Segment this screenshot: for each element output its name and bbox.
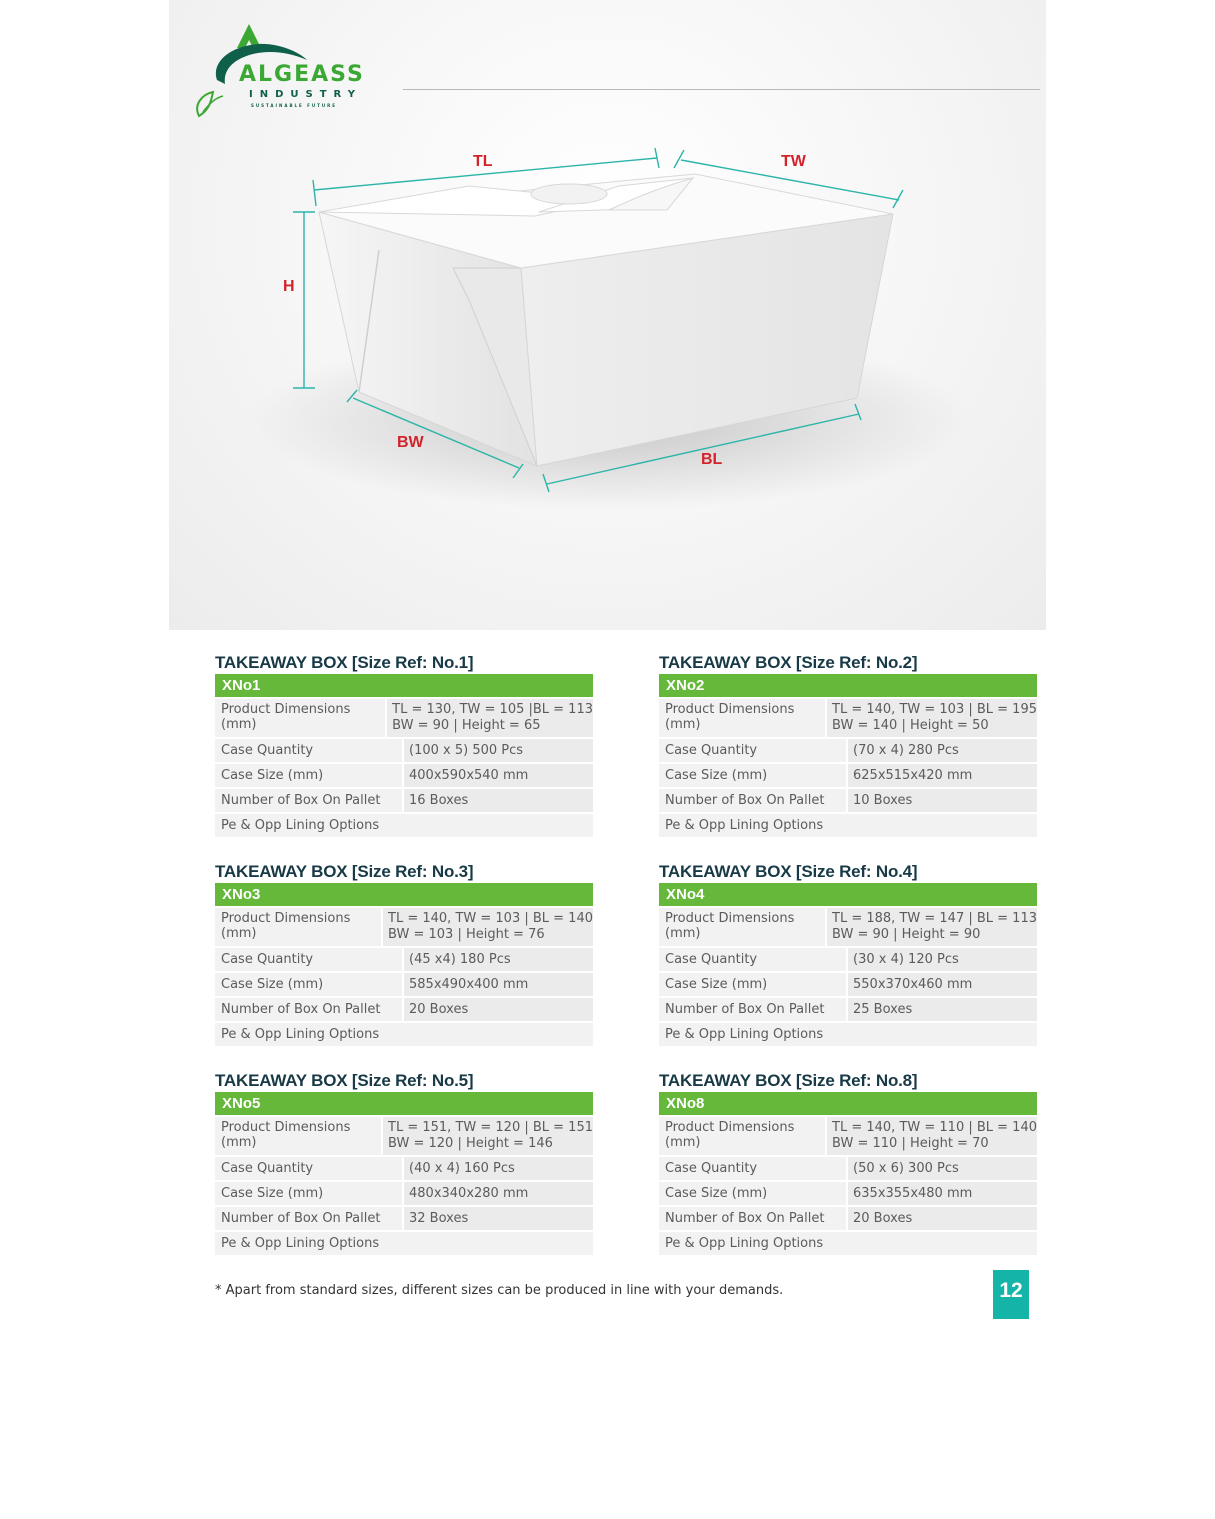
spec-row-quantity xyxy=(215,1157,593,1180)
dimensions-line-2: BW = 120 | Height = 146 xyxy=(388,1136,553,1151)
row-label: Number of Box On Pallet xyxy=(659,998,846,1021)
spec-row-case-size xyxy=(659,973,1037,996)
spec-title: TAKEAWAY BOX [Size Ref: No.2] xyxy=(659,653,918,672)
row-label: Product Dimensions (mm) xyxy=(659,699,825,737)
case-size-value: 585x490x400 mm xyxy=(404,973,593,996)
dimensions-value xyxy=(827,699,1037,737)
row-label: Case Size (mm) xyxy=(659,1182,846,1205)
quantity-value: (50 x 6) 300 Pcs xyxy=(848,1157,1037,1180)
quantity-value: (70 x 4) 280 Pcs xyxy=(848,739,1037,762)
spec-row-case-size xyxy=(215,1182,593,1205)
spec-row-pallet xyxy=(215,1207,593,1230)
row-label: Case Size (mm) xyxy=(215,764,402,787)
logo-subtitle: INDUSTRY xyxy=(249,89,362,100)
dimensions-line-1: TL = 140, TW = 103 | BL = 140 xyxy=(388,911,593,926)
row-label: Number of Box On Pallet xyxy=(659,789,846,812)
row-label: Case Size (mm) xyxy=(215,973,402,996)
label-bw: BW xyxy=(397,434,424,451)
dimensions-value xyxy=(383,1117,593,1155)
spec-code-header: XNo1 xyxy=(215,674,593,697)
dimensions-line-1: TL = 140, TW = 110 | BL = 140 xyxy=(832,1120,1037,1135)
label-bl: BL xyxy=(701,451,723,468)
dimensions-line-1: TL = 140, TW = 103 | BL = 195 xyxy=(832,702,1037,717)
pallet-value: 16 Boxes xyxy=(404,789,593,812)
row-label: Product Dimensions (mm) xyxy=(215,1117,381,1155)
logo-tagline: SUSTAINABLE FUTURE xyxy=(251,103,337,108)
spec-row-quantity xyxy=(659,739,1037,762)
spec-row-quantity xyxy=(215,948,593,971)
spec-table xyxy=(659,861,1037,1046)
quantity-value: (45 x4) 180 Pcs xyxy=(404,948,593,971)
case-size-value: 400x590x540 mm xyxy=(404,764,593,787)
row-label: Pe & Opp Lining Options xyxy=(215,1232,593,1255)
spec-row-dimensions xyxy=(659,699,1037,737)
label-tw: TW xyxy=(781,153,806,170)
row-label: Pe & Opp Lining Options xyxy=(215,1023,593,1046)
row-label: Case Size (mm) xyxy=(215,1182,402,1205)
spec-row-dimensions xyxy=(659,908,1037,946)
spec-row-case-size xyxy=(659,764,1037,787)
spec-title: TAKEAWAY BOX [Size Ref: No.8] xyxy=(659,1071,918,1090)
dimensions-line-2: BW = 103 | Height = 76 xyxy=(388,927,545,942)
quantity-value: (40 x 4) 160 Pcs xyxy=(404,1157,593,1180)
dimensions-line-2: BW = 110 | Height = 70 xyxy=(832,1136,989,1151)
spec-code-header: XNo8 xyxy=(659,1092,1037,1115)
box-diagram xyxy=(169,0,1046,630)
spec-title: TAKEAWAY BOX [Size Ref: No.5] xyxy=(215,1071,474,1090)
spec-code-header: XNo2 xyxy=(659,674,1037,697)
page-number-badge: 12 xyxy=(993,1270,1029,1319)
quantity-value: (30 x 4) 120 Pcs xyxy=(848,948,1037,971)
spec-title: TAKEAWAY BOX [Size Ref: No.1] xyxy=(215,653,474,672)
logo-wordmark: ALGEASS xyxy=(239,62,365,87)
row-label: Case Quantity xyxy=(659,739,846,762)
spec-row-lining xyxy=(659,814,1037,837)
row-label: Pe & Opp Lining Options xyxy=(215,814,593,837)
row-label: Case Quantity xyxy=(659,948,846,971)
product-hero xyxy=(169,0,1046,630)
row-label: Pe & Opp Lining Options xyxy=(659,1232,1037,1255)
spec-row-pallet xyxy=(659,1207,1037,1230)
row-label: Product Dimensions (mm) xyxy=(215,908,381,946)
quantity-value: (100 x 5) 500 Pcs xyxy=(404,739,593,762)
dimensions-line-2: BW = 140 | Height = 50 xyxy=(832,718,989,733)
spec-row-lining xyxy=(215,814,593,837)
row-label: Pe & Opp Lining Options xyxy=(659,814,1037,837)
spec-row-dimensions xyxy=(215,908,593,946)
spec-row-lining xyxy=(215,1232,593,1255)
dimensions-value xyxy=(827,1117,1037,1155)
spec-title: TAKEAWAY BOX [Size Ref: No.4] xyxy=(659,862,918,881)
row-label: Case Quantity xyxy=(215,1157,402,1180)
row-label: Number of Box On Pallet xyxy=(215,1207,402,1230)
dimensions-line-1: TL = 130, TW = 105 |BL = 113 xyxy=(392,702,593,717)
pallet-value: 10 Boxes xyxy=(848,789,1037,812)
dimensions-value xyxy=(827,908,1037,946)
pallet-value: 20 Boxes xyxy=(404,998,593,1021)
row-label: Product Dimensions (mm) xyxy=(659,908,825,946)
row-label: Case Quantity xyxy=(659,1157,846,1180)
spec-row-quantity xyxy=(659,1157,1037,1180)
case-size-value: 550x370x460 mm xyxy=(848,973,1037,996)
spec-row-dimensions xyxy=(215,1117,593,1155)
spec-row-pallet xyxy=(659,998,1037,1021)
row-label: Case Size (mm) xyxy=(659,764,846,787)
label-h: H xyxy=(283,278,295,295)
spec-table xyxy=(659,652,1037,837)
dimensions-line-1: TL = 151, TW = 120 | BL = 151 xyxy=(388,1120,593,1135)
spec-title: TAKEAWAY BOX [Size Ref: No.3] xyxy=(215,862,474,881)
case-size-value: 635x355x480 mm xyxy=(848,1182,1037,1205)
spec-row-lining xyxy=(659,1023,1037,1046)
dimensions-value xyxy=(383,908,593,946)
row-label: Product Dimensions (mm) xyxy=(659,1117,825,1155)
spec-row-quantity xyxy=(659,948,1037,971)
spec-row-dimensions xyxy=(215,699,593,737)
spec-row-case-size xyxy=(215,973,593,996)
footnote: * Apart from standard sizes, different sizes can be produced in line with your demands. xyxy=(215,1283,784,1298)
row-label: Pe & Opp Lining Options xyxy=(659,1023,1037,1046)
case-size-value: 480x340x280 mm xyxy=(404,1182,593,1205)
pallet-value: 25 Boxes xyxy=(848,998,1037,1021)
spec-row-dimensions xyxy=(659,1117,1037,1155)
spec-table xyxy=(215,861,593,1046)
row-label: Case Quantity xyxy=(215,948,402,971)
spec-row-quantity xyxy=(215,739,593,762)
spec-row-pallet xyxy=(659,789,1037,812)
spec-row-pallet xyxy=(215,998,593,1021)
pallet-value: 32 Boxes xyxy=(404,1207,593,1230)
dimensions-line-2: BW = 90 | Height = 90 xyxy=(832,927,981,942)
case-size-value: 625x515x420 mm xyxy=(848,764,1037,787)
row-label: Case Quantity xyxy=(215,739,402,762)
dimensions-value xyxy=(387,699,593,737)
spec-table xyxy=(659,1070,1037,1255)
label-tl: TL xyxy=(473,153,493,170)
spec-table xyxy=(215,1070,593,1255)
row-label: Case Size (mm) xyxy=(659,973,846,996)
dimensions-line-2: BW = 90 | Height = 65 xyxy=(392,718,541,733)
row-label: Number of Box On Pallet xyxy=(215,998,402,1021)
spec-row-case-size xyxy=(215,764,593,787)
spec-code-header: XNo4 xyxy=(659,883,1037,906)
spec-row-pallet xyxy=(215,789,593,812)
spec-code-header: XNo3 xyxy=(215,883,593,906)
row-label: Number of Box On Pallet xyxy=(215,789,402,812)
pallet-value: 20 Boxes xyxy=(848,1207,1037,1230)
spec-row-case-size xyxy=(659,1182,1037,1205)
dimensions-line-1: TL = 188, TW = 147 | BL = 113 xyxy=(832,911,1037,926)
spec-row-lining xyxy=(659,1232,1037,1255)
spec-table xyxy=(215,652,593,837)
spec-code-header: XNo5 xyxy=(215,1092,593,1115)
spec-row-lining xyxy=(215,1023,593,1046)
row-label: Number of Box On Pallet xyxy=(659,1207,846,1230)
row-label: Product Dimensions (mm) xyxy=(215,699,385,737)
